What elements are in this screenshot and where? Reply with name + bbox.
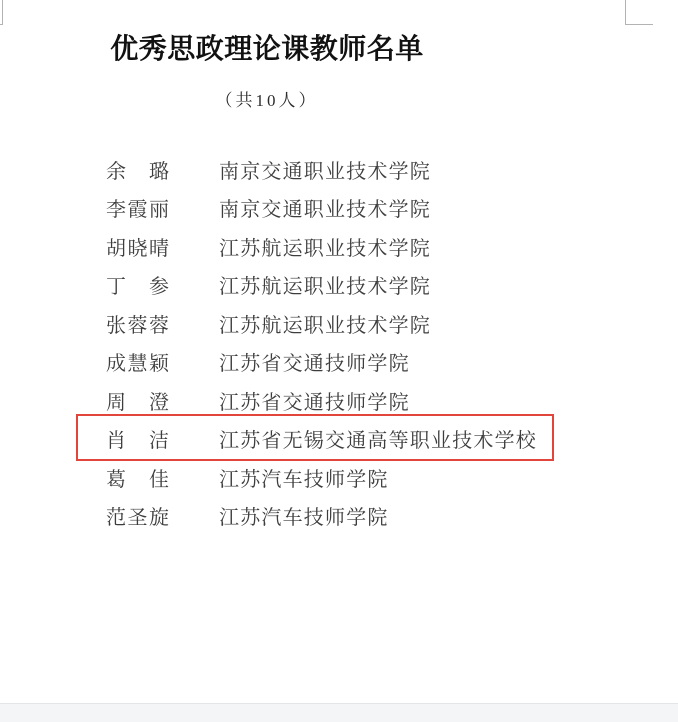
table-row [0, 150, 678, 189]
teacher-name: 李霞丽 [106, 199, 171, 222]
footer-bar [0, 703, 678, 722]
table-row-highlighted [0, 420, 678, 459]
teacher-roster [0, 150, 678, 535]
teacher-school: 江苏省无锡交通高等职业技术学校 [219, 430, 537, 453]
teacher-school: 江苏汽车技师学院 [219, 507, 389, 530]
teacher-name: 葛 佳 [106, 468, 171, 491]
teacher-name: 丁 参 [106, 276, 171, 299]
document-title: 优秀思政理论课教师名单 [110, 34, 424, 65]
teacher-name: 周 澄 [106, 391, 171, 414]
page-margin-corner-mark-left [0, 0, 3, 25]
teacher-school: 江苏汽车技师学院 [219, 468, 389, 491]
table-row [0, 381, 678, 420]
table-row [0, 497, 678, 536]
table-row [0, 227, 678, 266]
teacher-school: 南京交通职业技术学院 [219, 199, 431, 222]
teacher-name: 胡晓晴 [106, 237, 171, 260]
teacher-school: 江苏航运职业技术学院 [219, 314, 431, 337]
teacher-school: 江苏航运职业技术学院 [219, 276, 431, 299]
table-row [0, 266, 678, 305]
teacher-name: 张蓉蓉 [106, 314, 171, 337]
table-row [0, 458, 678, 497]
table-row [0, 189, 678, 228]
teacher-name: 范圣旋 [106, 507, 171, 530]
table-row [0, 343, 678, 382]
document-subtitle: （共10人） [215, 91, 319, 110]
page-margin-corner-mark-right [625, 0, 653, 25]
teacher-name: 余 璐 [106, 160, 171, 183]
teacher-name: 成慧颖 [106, 353, 171, 376]
teacher-school: 江苏省交通技师学院 [219, 391, 410, 414]
teacher-school: 南京交通职业技术学院 [219, 160, 431, 183]
teacher-school: 江苏省交通技师学院 [219, 353, 410, 376]
teacher-name: 肖 洁 [106, 430, 171, 453]
table-row [0, 304, 678, 343]
teacher-school: 江苏航运职业技术学院 [219, 237, 431, 260]
